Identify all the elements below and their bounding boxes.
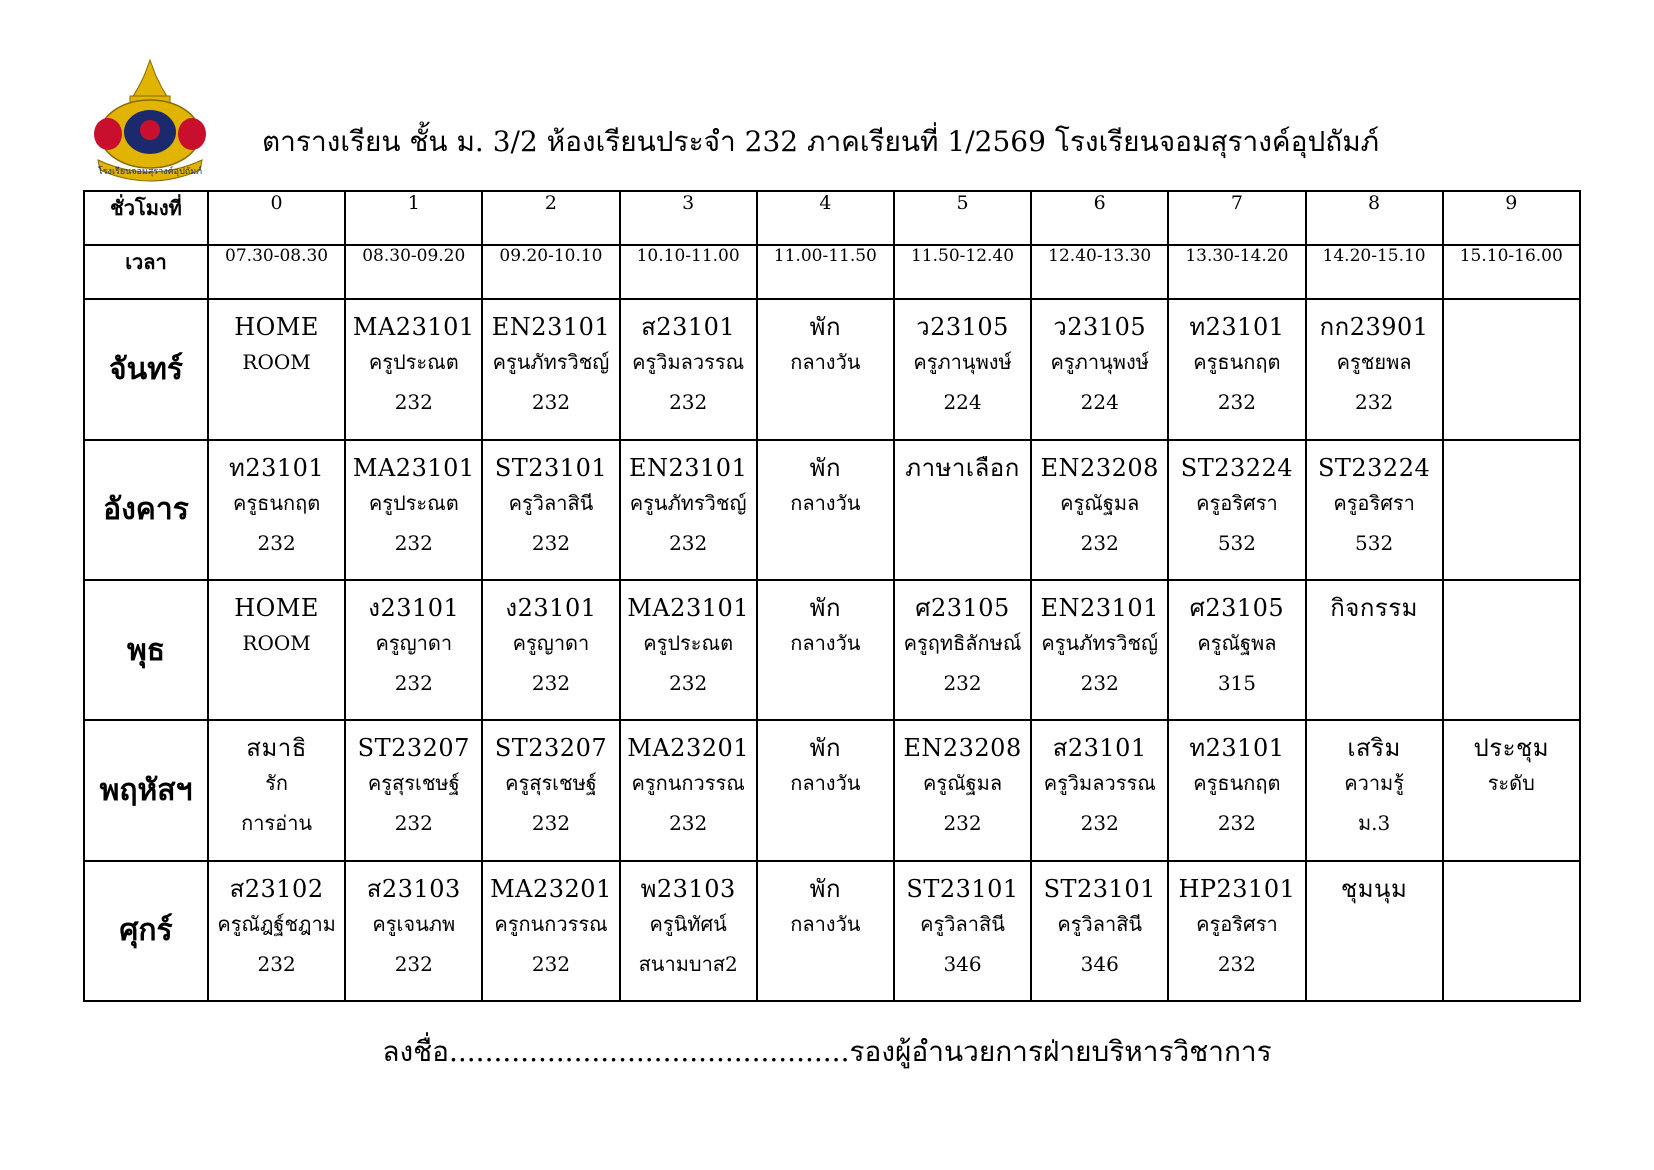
subject-code: MA23201: [490, 874, 612, 903]
schedule-cell: [1306, 861, 1443, 1001]
schedule-cell: [620, 440, 757, 580]
teacher-name: ครูประณต: [368, 350, 459, 375]
room-number: 232: [394, 530, 433, 555]
subject-code: พัก: [809, 593, 842, 622]
schedule-cell: [1031, 580, 1168, 720]
time-range: 09.20-10.10: [482, 245, 619, 299]
day-label: อังคาร: [84, 440, 208, 580]
schedule-cell: [345, 720, 482, 860]
subject-code: ภาษาเลือก: [905, 453, 1020, 482]
subject-code: EN23208: [1040, 453, 1159, 482]
schedule-cell: [1443, 720, 1580, 860]
day-label: ศุกร์: [84, 861, 208, 1001]
subject-code: ท23101: [1189, 313, 1285, 342]
time-range: 10.10-11.00: [620, 245, 757, 299]
teacher-name: ครูนภัทรวิชญ์: [1041, 630, 1159, 655]
period-number: 8: [1306, 191, 1443, 245]
room-number: 232: [1080, 530, 1119, 555]
subject-code: ส23101: [1052, 734, 1147, 763]
teacher-name: ระดับ: [1487, 771, 1535, 796]
subject-code: ST23224: [1317, 453, 1431, 482]
timetable-body: [84, 191, 1580, 1001]
teacher-name: ครูญาดา: [375, 630, 453, 655]
timetable: [83, 190, 1581, 1002]
schedule-cell: [482, 580, 619, 720]
teacher-name: ครูวิลาสินี: [920, 911, 1005, 936]
time-range: 13.30-14.20: [1168, 245, 1305, 299]
subject-code: พ23103: [640, 874, 736, 903]
schedule-cell: [894, 861, 1031, 1001]
subject-code: ศ23105: [915, 593, 1010, 622]
subject-code: พัก: [809, 313, 842, 342]
teacher-name: ROOM: [242, 630, 311, 655]
room-number: 232: [943, 670, 982, 695]
schedule-cell: [894, 720, 1031, 860]
subject-code: ST23207: [494, 734, 608, 763]
subject-code: ว23105: [916, 313, 1009, 342]
schedule-cell: [1031, 299, 1168, 439]
schedule-cell: [208, 861, 345, 1001]
room-number: 232: [669, 670, 708, 695]
room-number: การอ่าน: [241, 811, 313, 836]
period-number: 3: [620, 191, 757, 245]
teacher-name: ครูกนกวรรณ: [631, 771, 745, 796]
teacher-name: กลางวัน: [790, 771, 861, 796]
schedule-cell: [345, 440, 482, 580]
room-number: 232: [943, 811, 982, 836]
subject-code: HOME: [234, 593, 319, 622]
schedule-cell: [482, 299, 619, 439]
room-number: 232: [669, 811, 708, 836]
room-number: 224: [1080, 390, 1119, 415]
day-label: พฤหัสฯ: [84, 720, 208, 860]
room-number: 232: [531, 811, 571, 836]
teacher-name: ครูณัฐมล: [1060, 490, 1140, 515]
period-number: 7: [1168, 191, 1305, 245]
schedule-cell: [757, 580, 894, 720]
teacher-name: ครูวิมลวรรณ: [1043, 771, 1156, 796]
room-number: 346: [1080, 951, 1119, 976]
time-label: เวลา: [84, 245, 208, 299]
room-number: 232: [1217, 390, 1256, 415]
room-number: 532: [1217, 530, 1256, 555]
schedule-cell: [208, 580, 345, 720]
period-number: 1: [345, 191, 482, 245]
subject-code: ศ23105: [1189, 593, 1285, 622]
schedule-cell: [1443, 580, 1580, 720]
teacher-name: ความรู้: [1344, 771, 1404, 796]
subject-code: MA23101: [352, 313, 475, 342]
subject-code: ง23101: [505, 593, 597, 622]
teacher-name: กลางวัน: [790, 350, 861, 375]
teacher-name: ROOM: [242, 350, 311, 375]
subject-code: พัก: [809, 874, 842, 903]
schedule-cell: [757, 299, 894, 439]
subject-code: ประชุม: [1473, 734, 1550, 763]
subject-code: EN23101: [628, 453, 748, 482]
time-range: 07.30-08.30: [208, 245, 345, 299]
teacher-name: ครูวิลาสินี: [508, 490, 594, 515]
subject-code: สมาธิ: [246, 734, 307, 763]
subject-code: พัก: [809, 453, 842, 482]
schedule-cell: [345, 580, 482, 720]
table-row: [84, 440, 1580, 580]
room-number: 232: [669, 530, 708, 555]
subject-code: กก23901: [1319, 313, 1429, 342]
teacher-name: ครูประณต: [643, 630, 734, 655]
subject-code: ST23101: [906, 874, 1019, 903]
schedule-cell: [620, 861, 757, 1001]
subject-code: HOME: [234, 313, 319, 342]
time-range: 15.10-16.00: [1443, 245, 1580, 299]
teacher-name: ครูธนกฤต: [1193, 350, 1281, 375]
table-row: [84, 861, 1580, 1001]
teacher-name: ครูนิทัศน์: [649, 911, 727, 936]
schedule-cell: [1168, 720, 1305, 860]
period-number: 0: [208, 191, 345, 245]
subject-code: ว23105: [1053, 313, 1147, 342]
teacher-name: กลางวัน: [790, 911, 861, 936]
teacher-name: ครูณัฐมล: [922, 771, 1003, 796]
schedule-cell: [1306, 580, 1443, 720]
subject-code: ท23101: [229, 453, 325, 482]
teacher-name: รัก: [265, 771, 289, 796]
subject-code: EN23101: [1040, 593, 1159, 622]
schedule-cell: [620, 720, 757, 860]
teacher-name: ครูณัฎฐ์ชฎาม: [217, 911, 336, 936]
time-range: 12.40-13.30: [1031, 245, 1168, 299]
teacher-name: ครูอริศรา: [1196, 911, 1278, 936]
subject-code: ST23101: [1043, 874, 1156, 903]
schedule-cell: [208, 299, 345, 439]
teacher-name: ครูกนกวรรณ: [494, 911, 608, 936]
room-number: 315: [1217, 670, 1256, 695]
schedule-cell: [1168, 861, 1305, 1001]
schedule-cell: [1443, 299, 1580, 439]
subject-code: ง23101: [368, 593, 460, 622]
room-number: ม.3: [1357, 811, 1391, 836]
day-label: จันทร์: [84, 299, 208, 439]
subject-code: MA23101: [627, 593, 750, 622]
schedule-cell: [482, 861, 619, 1001]
teacher-name: ครูฤทธิลักษณ์: [903, 630, 1022, 655]
room-number: 232: [1217, 811, 1256, 836]
schedule-cell: [1306, 720, 1443, 860]
teacher-name: ครูภานุพงษ์: [913, 350, 1012, 375]
subject-code: MA23201: [627, 734, 750, 763]
teacher-name: ครูประณต: [368, 490, 459, 515]
subject-code: ST23101: [494, 453, 608, 482]
schedule-cell: [894, 440, 1031, 580]
schedule-cell: [620, 299, 757, 439]
schedule-cell: [1443, 440, 1580, 580]
schedule-cell: [757, 861, 894, 1001]
teacher-name: ครูชยพล: [1336, 350, 1412, 375]
subject-code: พัก: [809, 734, 842, 763]
time-range: 14.20-15.10: [1306, 245, 1443, 299]
schedule-cell: [894, 299, 1031, 439]
room-number: 232: [394, 670, 433, 695]
teacher-name: ครูณัฐพล: [1197, 630, 1277, 655]
room-number: สนามบาส2: [638, 951, 738, 976]
room-number: 532: [1355, 530, 1394, 555]
teacher-name: ครูธนกฤต: [232, 490, 321, 515]
subject-code: ชุมนุม: [1340, 874, 1408, 903]
subject-code: ST23224: [1180, 453, 1294, 482]
schedule-cell: [757, 720, 894, 860]
room-number: 232: [1080, 670, 1119, 695]
schedule-cell: [345, 299, 482, 439]
subject-code: เสริม: [1347, 734, 1401, 763]
subject-code: ส23103: [366, 874, 461, 903]
room-number: 224: [943, 390, 982, 415]
page-title: ตารางเรียน ชั้น ม. 3/2 ห้องเรียนประจำ 232 ภาคเรียนที่ 1/2569 โรงเรียนจอมสุรางค์อุปถัมภ์: [262, 125, 1380, 158]
room-number: 232: [531, 390, 571, 415]
day-label: พุธ: [84, 580, 208, 720]
room-number: 232: [1080, 811, 1119, 836]
teacher-name: ครูวิลาสินี: [1057, 911, 1143, 936]
teacher-name: กลางวัน: [790, 630, 861, 655]
room-number: 232: [257, 530, 296, 555]
room-number: 232: [1355, 390, 1394, 415]
room-number: 232: [394, 390, 433, 415]
subject-code: ท23101: [1189, 734, 1285, 763]
teacher-name: ครูภานุพงษ์: [1050, 350, 1149, 375]
teacher-name: ครูอริศรา: [1333, 490, 1415, 515]
teacher-name: ครูญาดา: [512, 630, 590, 655]
teacher-name: ครูธนกฤต: [1193, 771, 1281, 796]
room-number: 346: [943, 951, 982, 976]
period-number: 5: [894, 191, 1031, 245]
room-number: 232: [669, 390, 708, 415]
schedule-cell: [482, 720, 619, 860]
schedule-cell: [345, 861, 482, 1001]
room-number: 232: [257, 951, 296, 976]
schedule-cell: [1168, 580, 1305, 720]
schedule-cell: [1031, 861, 1168, 1001]
schedule-cell: [482, 440, 619, 580]
teacher-name: ครูสุรเชษฐ์: [505, 771, 597, 796]
room-number: 232: [531, 530, 571, 555]
time-header-row: [84, 245, 1580, 299]
schedule-cell: [757, 440, 894, 580]
teacher-name: ครูนภัทรวิชญ์: [629, 490, 747, 515]
logo-text: โรงเรียนจอมสุรางค์อุปถัมภ์: [97, 167, 203, 177]
schedule-cell: [894, 580, 1031, 720]
room-number: 232: [531, 951, 571, 976]
period-number: 2: [482, 191, 619, 245]
schedule-cell: [1168, 440, 1305, 580]
time-range: 08.30-09.20: [345, 245, 482, 299]
subject-code: MA23101: [352, 453, 475, 482]
room-number: 232: [394, 811, 433, 836]
signature-line: ลงชื่อ.............................................รองผู้อำนวยการฝ่ายบริหารวิชาการ: [382, 1035, 1272, 1068]
schedule-cell: [1031, 720, 1168, 860]
teacher-name: กลางวัน: [790, 490, 861, 515]
schedule-cell: [1168, 299, 1305, 439]
schedule-cell: [208, 440, 345, 580]
period-number: 6: [1031, 191, 1168, 245]
period-number: 9: [1443, 191, 1580, 245]
subject-code: ส23102: [229, 874, 324, 903]
period-label: ชั่วโมงที่: [84, 191, 208, 245]
time-range: 11.00-11.50: [757, 245, 894, 299]
subject-code: HP23101: [1178, 874, 1296, 903]
teacher-name: ครูนภัทรวิชญ์: [492, 350, 610, 375]
schedule-cell: [1031, 440, 1168, 580]
teacher-name: ครูอริศรา: [1196, 490, 1278, 515]
schedule-cell: [1306, 299, 1443, 439]
room-number: 232: [1217, 951, 1256, 976]
schedule-cell: [620, 580, 757, 720]
table-row: [84, 720, 1580, 860]
teacher-name: ครูวิมลวรรณ: [632, 350, 745, 375]
schedule-cell: [208, 720, 345, 860]
teacher-name: ครูสุรเชษฐ์: [367, 771, 460, 796]
period-number: 4: [757, 191, 894, 245]
school-logo: [86, 58, 214, 186]
room-number: 232: [394, 951, 433, 976]
room-number: 232: [531, 670, 571, 695]
schedule-cell: [1306, 440, 1443, 580]
schedule-cell: [1443, 861, 1580, 1001]
subject-code: EN23101: [491, 313, 611, 342]
subject-code: EN23208: [903, 734, 1022, 763]
subject-code: กิจกรรม: [1330, 593, 1418, 622]
table-row: [84, 299, 1580, 439]
period-header-row: [84, 191, 1580, 245]
table-row: [84, 580, 1580, 720]
subject-code: ส23101: [641, 313, 736, 342]
teacher-name: ครูเจนภพ: [372, 911, 456, 936]
time-range: 11.50-12.40: [894, 245, 1031, 299]
subject-code: ST23207: [357, 734, 470, 763]
